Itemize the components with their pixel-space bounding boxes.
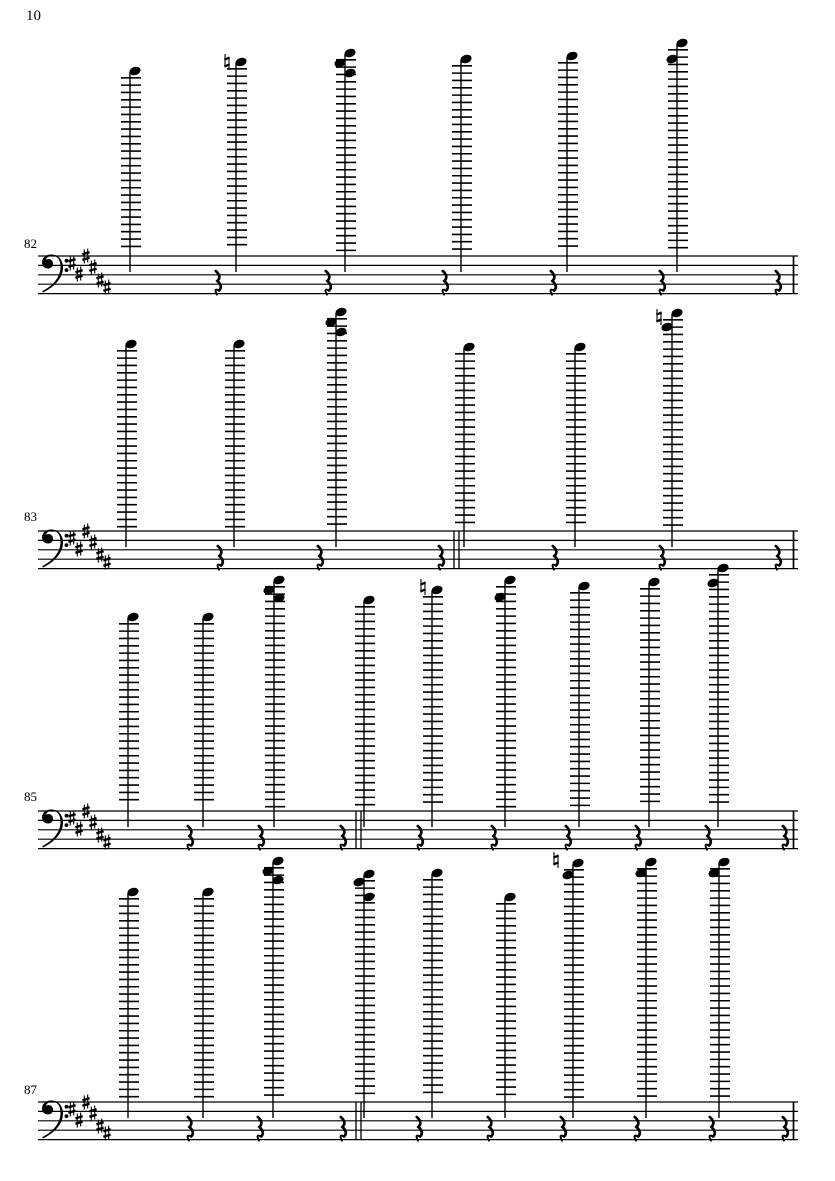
measure-number-82: 82 xyxy=(24,236,37,251)
sharp-icon xyxy=(75,267,82,282)
measure-number-85: 85 xyxy=(24,789,37,804)
bass-clef-dot xyxy=(65,543,69,547)
sharp-icon xyxy=(103,835,110,850)
bass-clef-dot xyxy=(65,534,69,538)
bass-clef-dot xyxy=(65,1105,69,1109)
note-column xyxy=(261,855,284,1118)
note-column xyxy=(355,594,376,827)
note-column xyxy=(121,65,142,272)
bass-clef-ball xyxy=(45,1106,52,1113)
sharp-icon xyxy=(103,555,110,570)
sharp-icon xyxy=(68,1102,75,1117)
note-column xyxy=(224,54,247,272)
staff-system xyxy=(38,306,798,569)
note-column xyxy=(119,611,140,827)
sharp-icon xyxy=(68,531,75,546)
note-column xyxy=(194,611,215,827)
note-column xyxy=(423,867,444,1118)
note-column xyxy=(558,50,579,272)
note-column xyxy=(455,341,476,547)
sharp-icon xyxy=(75,542,82,557)
sharp-icon xyxy=(89,815,96,830)
note-column xyxy=(496,891,517,1118)
bass-clef-icon xyxy=(42,810,63,848)
note-column xyxy=(656,307,683,547)
staff-system xyxy=(38,562,798,849)
note-column xyxy=(570,580,591,827)
note-column xyxy=(707,856,730,1118)
note-column xyxy=(566,341,587,547)
measure-number-87: 87 xyxy=(24,1082,37,1097)
note-column xyxy=(324,306,347,547)
page-number: 10 xyxy=(26,8,41,24)
note-column xyxy=(706,562,729,827)
staff-system xyxy=(38,37,798,294)
bass-clef-dot xyxy=(65,814,69,818)
bass-clef-ball xyxy=(45,815,52,822)
bass-clef-icon xyxy=(42,1101,63,1139)
sharp-icon xyxy=(68,811,75,826)
note-column xyxy=(225,338,246,547)
note-column xyxy=(640,576,661,827)
natural-icon xyxy=(420,579,425,595)
bass-clef-ball xyxy=(45,260,52,267)
sharp-icon xyxy=(103,1126,110,1141)
sharp-icon xyxy=(103,280,110,295)
note-column xyxy=(420,579,443,827)
sharp-icon xyxy=(89,1106,96,1121)
measure-number-83: 83 xyxy=(24,509,37,524)
bass-clef-dot xyxy=(65,268,69,272)
bass-clef-dot xyxy=(65,823,69,827)
note-column xyxy=(634,856,657,1118)
bass-clef-icon xyxy=(42,255,63,293)
sharp-icon xyxy=(68,256,75,271)
note-column xyxy=(553,852,584,1118)
bass-clef-ball xyxy=(45,535,52,542)
note-column xyxy=(352,868,375,1118)
staff-system xyxy=(38,852,798,1141)
note-column xyxy=(194,886,215,1118)
bass-clef-dot xyxy=(65,1114,69,1118)
natural-icon xyxy=(553,852,558,868)
note-column xyxy=(119,886,140,1118)
sharp-icon xyxy=(75,822,82,837)
note-column xyxy=(262,574,285,827)
sharp-icon xyxy=(89,260,96,275)
note-column xyxy=(452,53,473,272)
natural-icon xyxy=(656,309,661,325)
sharp-icon xyxy=(75,1113,82,1128)
note-column xyxy=(117,338,138,547)
bass-clef-icon xyxy=(42,530,63,568)
sharp-icon xyxy=(89,535,96,550)
note-column xyxy=(665,37,688,272)
natural-icon xyxy=(224,54,229,70)
bass-clef-dot xyxy=(65,259,69,263)
note-column xyxy=(493,574,516,827)
note-column xyxy=(333,47,356,272)
